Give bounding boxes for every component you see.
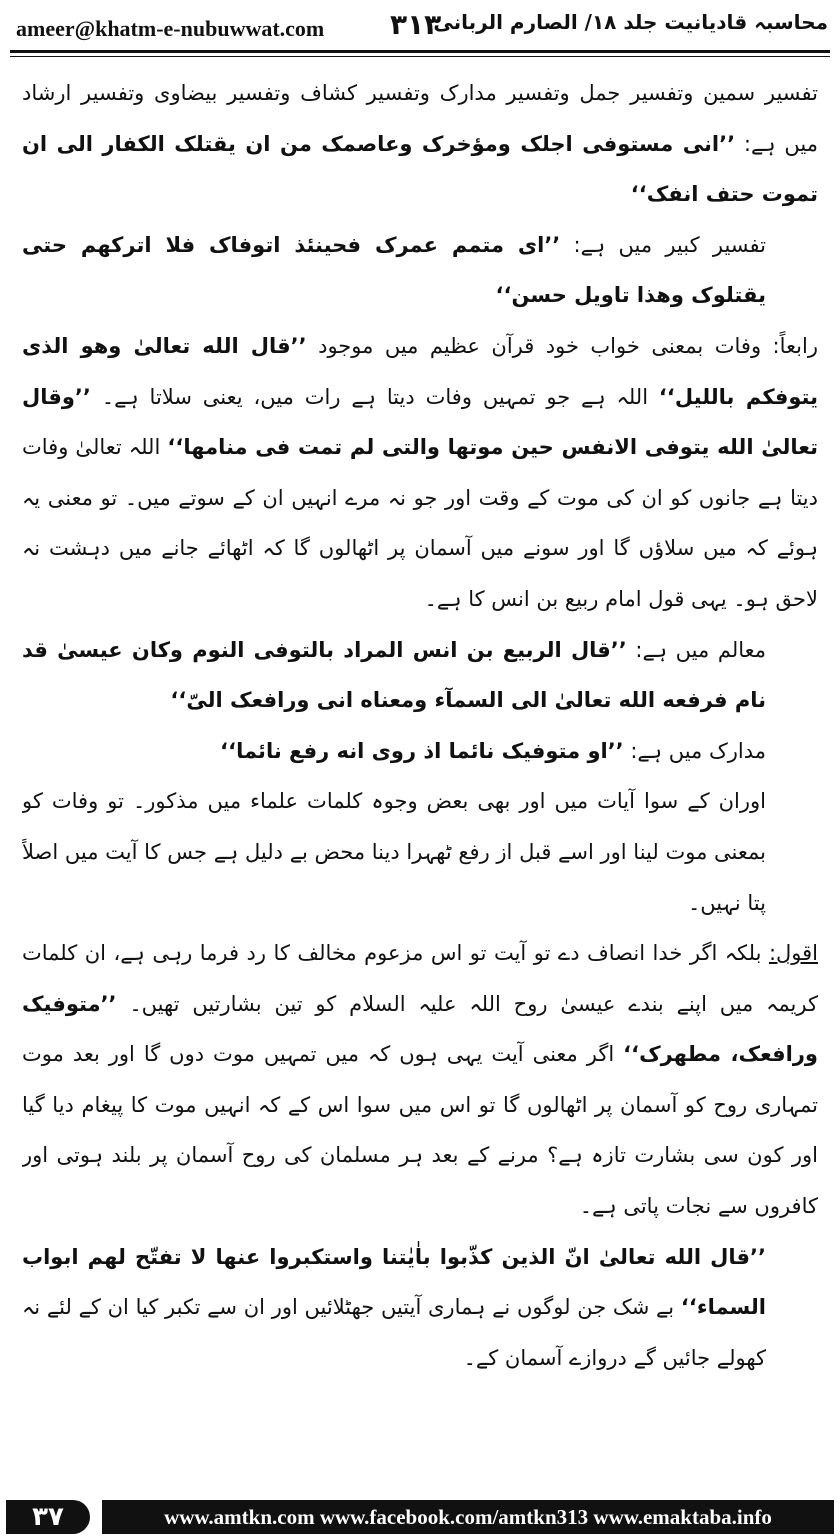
arabic-quote: ’’قال الله تعالیٰ وھو الذی یتوفکم باللیل‘‘ [22, 333, 818, 409]
header-email: ameer@khatm-e-nubuwwat.com [16, 16, 325, 41]
page-footer [6, 1500, 834, 1534]
paragraph [22, 220, 818, 321]
text: اگر معنی آیت یہی ہوں کہ میں تمہیں موت دوں گا اور بعد موت تمہاری روح کو آسمان پر اٹھالوں گا تو اس میں سوا اس کے کہ انہیں موت کا پیغام دیا گیا اور کون سی بشارت تازہ ہے؟ مرنے کے بعد ہر مسلمان کی روح آسمان پر بلند ہوتی اور کافروں سے نجات پاتی ہے۔ [22, 1042, 818, 1219]
aqool-label: اقول: [768, 941, 818, 966]
arabic-quote: ’’قال الربیع بن انس المراد بالتوفی النوم وکان عیسیٰ قد نام فرفعه الله تعالیٰ الی السمآء ومعناه انی ورافعک الیّ‘‘ [22, 637, 766, 713]
text: مدارک میں ہے: [630, 738, 766, 763]
paragraph [22, 1232, 818, 1384]
header-rule-thick [10, 50, 830, 53]
page-header [10, 6, 830, 46]
arabic-quote: ’’متوفیک ورافعک، مطھرک‘‘ [22, 991, 818, 1067]
paragraph [22, 776, 818, 928]
text: اللہ تعالیٰ وفات دیتا ہے جانوں کو ان کی موت کے وقت اور جو نہ مرے انہیں ان کے سوتے میں۔ تو معنی یہ ہوئے کہ میں سلاؤں گا اور سونے میں آسمان پر اٹھالوں گا کہ اٹھائے جانے میں دہشت نہ لاحق ہو۔ یہی قول امام ربیع بن انس کا ہے۔ [22, 435, 818, 611]
header-rule-thin [10, 56, 830, 57]
paragraph [22, 625, 818, 726]
body-text [22, 68, 818, 1448]
text: بے شک جن لوگوں نے ہماری آیتیں جھٹلائیں اور ان سے تکبر کیا ان کے لئے نہ کھولے جائیں گے دروازے آسمان کے۔ [22, 1295, 766, 1370]
paragraph [22, 321, 818, 625]
arabic-quote: ’’او متوفیک نائما اذ روی انه رفع نائما‘‘ [220, 738, 624, 763]
text: اوران کے سوا آیات میں اور بھی بعض وجوہ کلمات علماء میں مذکور۔ تو وفات کو بمعنی موت لینا اور اسے قبل از رفع ٹھہرا دینا محض بے دلیل ہے جس کا آیت میں اصلاً پتا نہیں۔ [22, 789, 766, 915]
text: تفسیر کبیر میں ہے: [573, 232, 766, 257]
text: معالم میں ہے: [635, 637, 766, 662]
paragraph [22, 726, 818, 777]
arabic-quote: ’’قال الله تعالیٰ انّ الذین کذّبوا باٰیٰتنا واستکبروا عنھا لا تفتّح لھم ابواب السماء‘‘ [22, 1244, 766, 1320]
text: تفسیر سمین وتفسیر جمل وتفسیر مدارک وتفسیر کشاف وتفسیر بیضاوی وتفسیر ارشاد میں ہے: [22, 81, 818, 156]
text: اللہ ہے جو تمہیں وفات دیتا ہے رات میں، یعنی سلاتا ہے۔ [101, 384, 649, 409]
arabic-quote: ’’وقال تعالیٰ الله یتوفی الانفس حین موتھا والتی لم تمت فی منامھا‘‘ [22, 384, 818, 460]
arabic-quote: ’’انی مستوفی اجلک ومؤخرک وعاصمک من ان یقتلک الکفار الی ان تموت حتف انفک‘‘ [22, 131, 818, 207]
footer-page-number: ۳۷ [6, 1500, 90, 1534]
footer-links: www.amtkn.com www.facebook.com/amtkn313 www.emaktaba.info [102, 1500, 834, 1534]
text: رابعاً: وفات بمعنی خواب خود قرآن عظیم میں موجود [318, 333, 818, 358]
header-title: محاسبہ قادیانیت جلد ۱۸/ الصارم الربانی [433, 10, 828, 34]
paragraph [22, 68, 818, 220]
arabic-quote: ’’ای متمم عمرک فحینئذ اتوفاک فلا اترکھم حتی یقتلوک وھذا تاویل حسن‘‘ [22, 232, 766, 308]
text: بلکہ اگر خدا انصاف دے تو آیت تو اس مزعوم مخالف کا رد فرما رہی ہے، ان کلمات کریمہ میں اپنے بندے عیسیٰ روح اللہ علیہ السلام کو تین بشارتیں تھیں۔ [22, 941, 818, 1016]
paragraph [22, 928, 818, 1232]
header-page-number: ۳۱۳ [390, 8, 442, 41]
